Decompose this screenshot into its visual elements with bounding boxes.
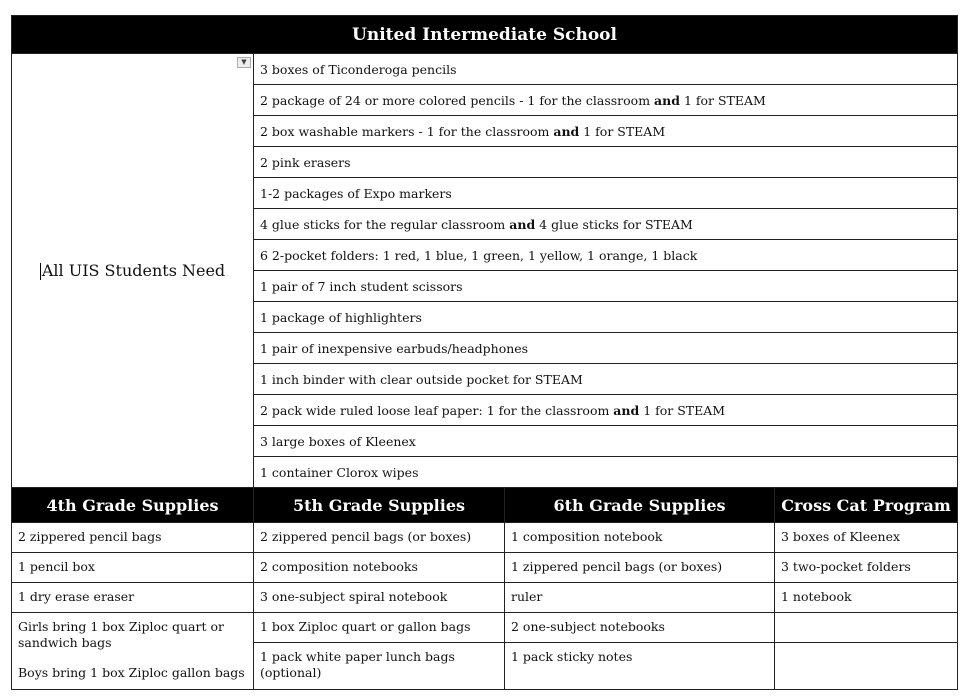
crosscat-item	[775, 643, 958, 690]
need-item: 1 inch binder with clear outside pocket for STEAM	[254, 364, 958, 395]
need-item: 1 package of highlighters	[254, 302, 958, 333]
grade6-header: 6th Grade Supplies	[505, 488, 775, 523]
need-item: 1 container Clorox wipes	[254, 457, 958, 488]
need-item: 3 boxes of Ticonderoga pencils	[254, 54, 958, 85]
grade4-item: 2 zippered pencil bags	[12, 523, 254, 553]
need-item: 4 glue sticks for the regular classroom and 4 glue sticks for STEAM	[254, 209, 958, 240]
need-item: 2 pink erasers	[254, 147, 958, 178]
need-item: 1 pair of 7 inch student scissors	[254, 271, 958, 302]
crosscat-header: Cross Cat Program	[775, 488, 958, 523]
grade5-header: 5th Grade Supplies	[254, 488, 505, 523]
need-item: 3 large boxes of Kleenex	[254, 426, 958, 457]
grade4-ziploc-cell	[12, 613, 254, 690]
grade6-item: 1 pack sticky notes	[505, 643, 775, 690]
crosscat-item: 3 boxes of Kleenex	[775, 523, 958, 553]
grade4-girls-note: Girls bring 1 box Ziploc quart or sandwich bags	[18, 619, 224, 650]
grade5-item: 3 one-subject spiral notebook	[254, 583, 505, 613]
grade6-item: 1 zippered pencil bags (or boxes)	[505, 553, 775, 583]
grade6-item: 1 composition notebook	[505, 523, 775, 553]
crosscat-item	[775, 613, 958, 643]
grade5-item: 2 zippered pencil bags (or boxes)	[254, 523, 505, 553]
grade4-header: 4th Grade Supplies	[12, 488, 254, 523]
grade4-item: 1 dry erase eraser	[12, 583, 254, 613]
dropdown-arrow-icon[interactable]: ▼	[237, 57, 251, 68]
school-title: United Intermediate School	[12, 16, 958, 54]
need-item: 2 box washable markers - 1 for the classroom and 1 for STEAM	[254, 116, 958, 147]
supply-list-document	[11, 15, 957, 690]
crosscat-item: 3 two-pocket folders	[775, 553, 958, 583]
grade5-item: 1 box Ziploc quart or gallon bags	[254, 613, 505, 643]
text-cursor	[40, 263, 41, 280]
need-item: 2 package of 24 or more colored pencils - 1 for the classroom and 1 for STEAM	[254, 85, 958, 116]
crosscat-item: 1 notebook	[775, 583, 958, 613]
need-item: 2 pack wide ruled loose leaf paper: 1 for the classroom and 1 for STEAM	[254, 395, 958, 426]
need-item: 6 2-pocket folders: 1 red, 1 blue, 1 green, 1 yellow, 1 orange, 1 black	[254, 240, 958, 271]
supply-table	[11, 15, 958, 690]
need-item: 1-2 packages of Expo markers	[254, 178, 958, 209]
all-students-label: All UIS Students Need	[41, 261, 226, 280]
grade5-item: 2 composition notebooks	[254, 553, 505, 583]
grade6-item: ruler	[505, 583, 775, 613]
grade6-item: 2 one-subject notebooks	[505, 613, 775, 643]
need-item: 1 pair of inexpensive earbuds/headphones	[254, 333, 958, 364]
grade5-item: 1 pack white paper lunch bags (optional)	[254, 643, 505, 690]
grade4-boys-note: Boys bring 1 box Ziploc gallon bags	[18, 665, 245, 680]
grade4-item: 1 pencil box	[12, 553, 254, 583]
all-students-cell	[12, 54, 254, 488]
